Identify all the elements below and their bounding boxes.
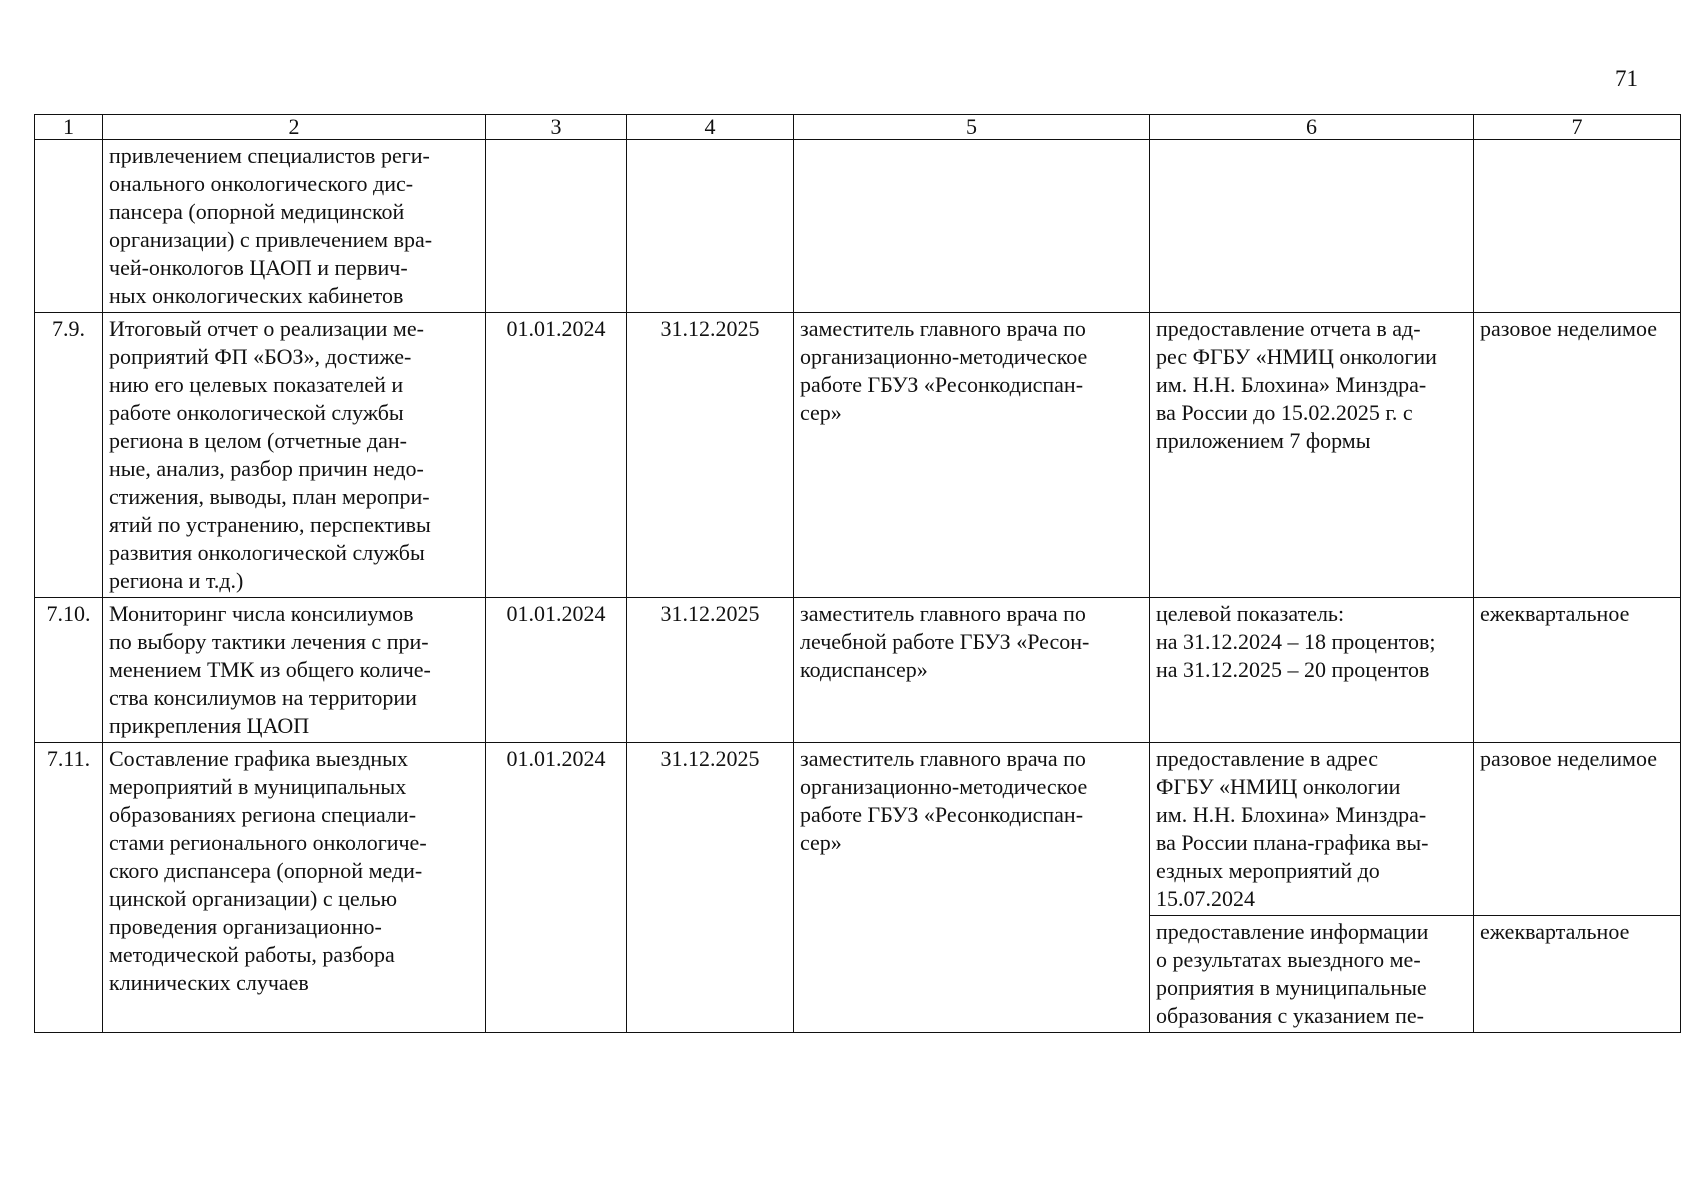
text-line: заместитель главного врача по	[800, 601, 1086, 626]
text-line: заместитель главного врача по	[800, 316, 1086, 341]
cell-end-date: 31.12.2025	[627, 313, 794, 598]
text-line: работе онкологической службы	[109, 400, 404, 425]
text-line: развития онкологической службы	[109, 540, 425, 565]
text-line: организационно-методическое	[800, 774, 1088, 799]
cell-start-date: 01.01.2024	[486, 743, 627, 1033]
cell-num	[35, 140, 103, 313]
table-row-7-9	[35, 313, 1681, 598]
text-line: Мониторинг числа консилиумов	[109, 601, 414, 626]
text-line: целевой показатель:	[1156, 601, 1345, 626]
cell-end-date	[627, 140, 794, 313]
text-line: мероприятий в муниципальных	[109, 774, 407, 799]
text-line: о результатах выездного ме-	[1156, 947, 1421, 972]
text-line: Итоговый отчет о реализации ме-	[109, 316, 424, 341]
text-line: образованиях региона специали-	[109, 802, 417, 827]
cell-result	[1150, 916, 1474, 1033]
cell-type: ежеквартальное	[1474, 598, 1681, 743]
column-header-7: 7	[1474, 115, 1681, 140]
cell-result	[1150, 140, 1474, 313]
text-line: работе ГБУЗ «Ресонкодиспан-	[800, 802, 1084, 827]
text-line: 15.07.2024	[1156, 886, 1255, 911]
text-line: ФГБУ «НМИЦ онкологии	[1156, 774, 1401, 799]
text-line: предоставление отчета в ад-	[1156, 316, 1421, 341]
text-line: кодиспансер»	[800, 657, 928, 682]
text-line: образования с указанием пе-	[1156, 1003, 1424, 1028]
text-line: роприятия в муниципальные	[1156, 975, 1427, 1000]
text-line: ятий по устранению, перспективы	[109, 512, 431, 537]
cell-type	[1474, 140, 1681, 313]
text-line: им. Н.Н. Блохина» Минздра-	[1156, 802, 1427, 827]
cell-type: разовое неделимое	[1474, 743, 1681, 916]
text-line: на 31.12.2025 – 20 процентов	[1156, 657, 1430, 682]
text-line: сер»	[800, 830, 842, 855]
table-row-continuation	[35, 140, 1681, 313]
cell-result	[1150, 743, 1474, 916]
text-line: рес ФГБУ «НМИЦ онкологии	[1156, 344, 1437, 369]
text-line: ства консилиумов на территории	[109, 685, 417, 710]
text-line: ных онкологических кабинетов	[109, 283, 404, 308]
column-header-5: 5	[794, 115, 1150, 140]
column-header-2: 2	[103, 115, 486, 140]
text-line: региона и т.д.)	[109, 568, 244, 593]
text-line: проведения организационно-	[109, 914, 382, 939]
text-line: клинических случаев	[109, 970, 309, 995]
cell-start-date: 01.01.2024	[486, 598, 627, 743]
text-line: пансера (опорной медицинской	[109, 199, 405, 224]
text-line: прикрепления ЦАОП	[109, 713, 310, 738]
text-line: цинской организации) с целью	[109, 886, 398, 911]
column-header-1: 1	[35, 115, 103, 140]
cell-responsible	[794, 598, 1150, 743]
text-line: работе ГБУЗ «Ресонкодиспан-	[800, 372, 1084, 397]
text-line: лечебной работе ГБУЗ «Ресон-	[800, 629, 1090, 654]
cell-responsible	[794, 743, 1150, 1033]
text-line: ва России до 15.02.2025 г. с	[1156, 400, 1413, 425]
cell-start-date	[486, 140, 627, 313]
cell-num: 7.11.	[35, 743, 103, 1033]
text-line: организации) с привлечением вра-	[109, 227, 433, 252]
cell-num: 7.10.	[35, 598, 103, 743]
page-number: 71	[1615, 66, 1638, 91]
text-line: нию его целевых показателей и	[109, 372, 404, 397]
cell-type: ежеквартальное	[1474, 916, 1681, 1033]
text-line: стижения, выводы, план меропри-	[109, 484, 430, 509]
text-line: ные, анализ, разбор причин недо-	[109, 456, 424, 481]
text-line: предоставление в адрес	[1156, 746, 1378, 771]
text-line: по выбору тактики лечения с при-	[109, 629, 429, 654]
text-line: организационно-методическое	[800, 344, 1088, 369]
text-line: онального онкологического дис-	[109, 171, 414, 196]
column-header-6: 6	[1150, 115, 1474, 140]
text-line: роприятий ФП «БОЗ», достиже-	[109, 344, 412, 369]
text-line: предоставление информации	[1156, 919, 1429, 944]
text-line: региона в целом (отчетные дан-	[109, 428, 407, 453]
text-line: сер»	[800, 400, 842, 425]
text-line: ва России плана-графика вы-	[1156, 830, 1429, 855]
cell-end-date: 31.12.2025	[627, 743, 794, 1033]
text-line: ездных мероприятий до	[1156, 858, 1380, 883]
cell-result	[1150, 313, 1474, 598]
text-line: привлечением специалистов реги-	[109, 143, 430, 168]
text-line: стами регионального онкологиче-	[109, 830, 427, 855]
cell-description	[103, 743, 486, 1033]
cell-type: разовое неделимое	[1474, 313, 1681, 598]
text-line: чей-онкологов ЦАОП и первич-	[109, 255, 408, 280]
text-line: заместитель главного врача по	[800, 746, 1086, 771]
text-line: Составление графика выездных	[109, 746, 408, 771]
cell-start-date: 01.01.2024	[486, 313, 627, 598]
cell-responsible	[794, 313, 1150, 598]
text-line: методической работы, разбора	[109, 942, 395, 967]
text-line: им. Н.Н. Блохина» Минздра-	[1156, 372, 1427, 397]
cell-description	[103, 313, 486, 598]
cell-result	[1150, 598, 1474, 743]
text-line: менением ТМК из общего количе-	[109, 657, 431, 682]
cell-responsible	[794, 140, 1150, 313]
plan-table	[34, 114, 1681, 1033]
table-row-7-10	[35, 598, 1681, 743]
column-header-4: 4	[627, 115, 794, 140]
column-number-row	[35, 115, 1681, 140]
column-header-3: 3	[486, 115, 627, 140]
text-line: на 31.12.2024 – 18 процентов;	[1156, 629, 1436, 654]
cell-num: 7.9.	[35, 313, 103, 598]
text-line: приложением 7 формы	[1156, 428, 1371, 453]
table-row-7-11	[35, 743, 1681, 916]
cell-end-date: 31.12.2025	[627, 598, 794, 743]
text-line: ского диспансера (опорной меди-	[109, 858, 423, 883]
cell-description	[103, 140, 486, 313]
cell-description	[103, 598, 486, 743]
